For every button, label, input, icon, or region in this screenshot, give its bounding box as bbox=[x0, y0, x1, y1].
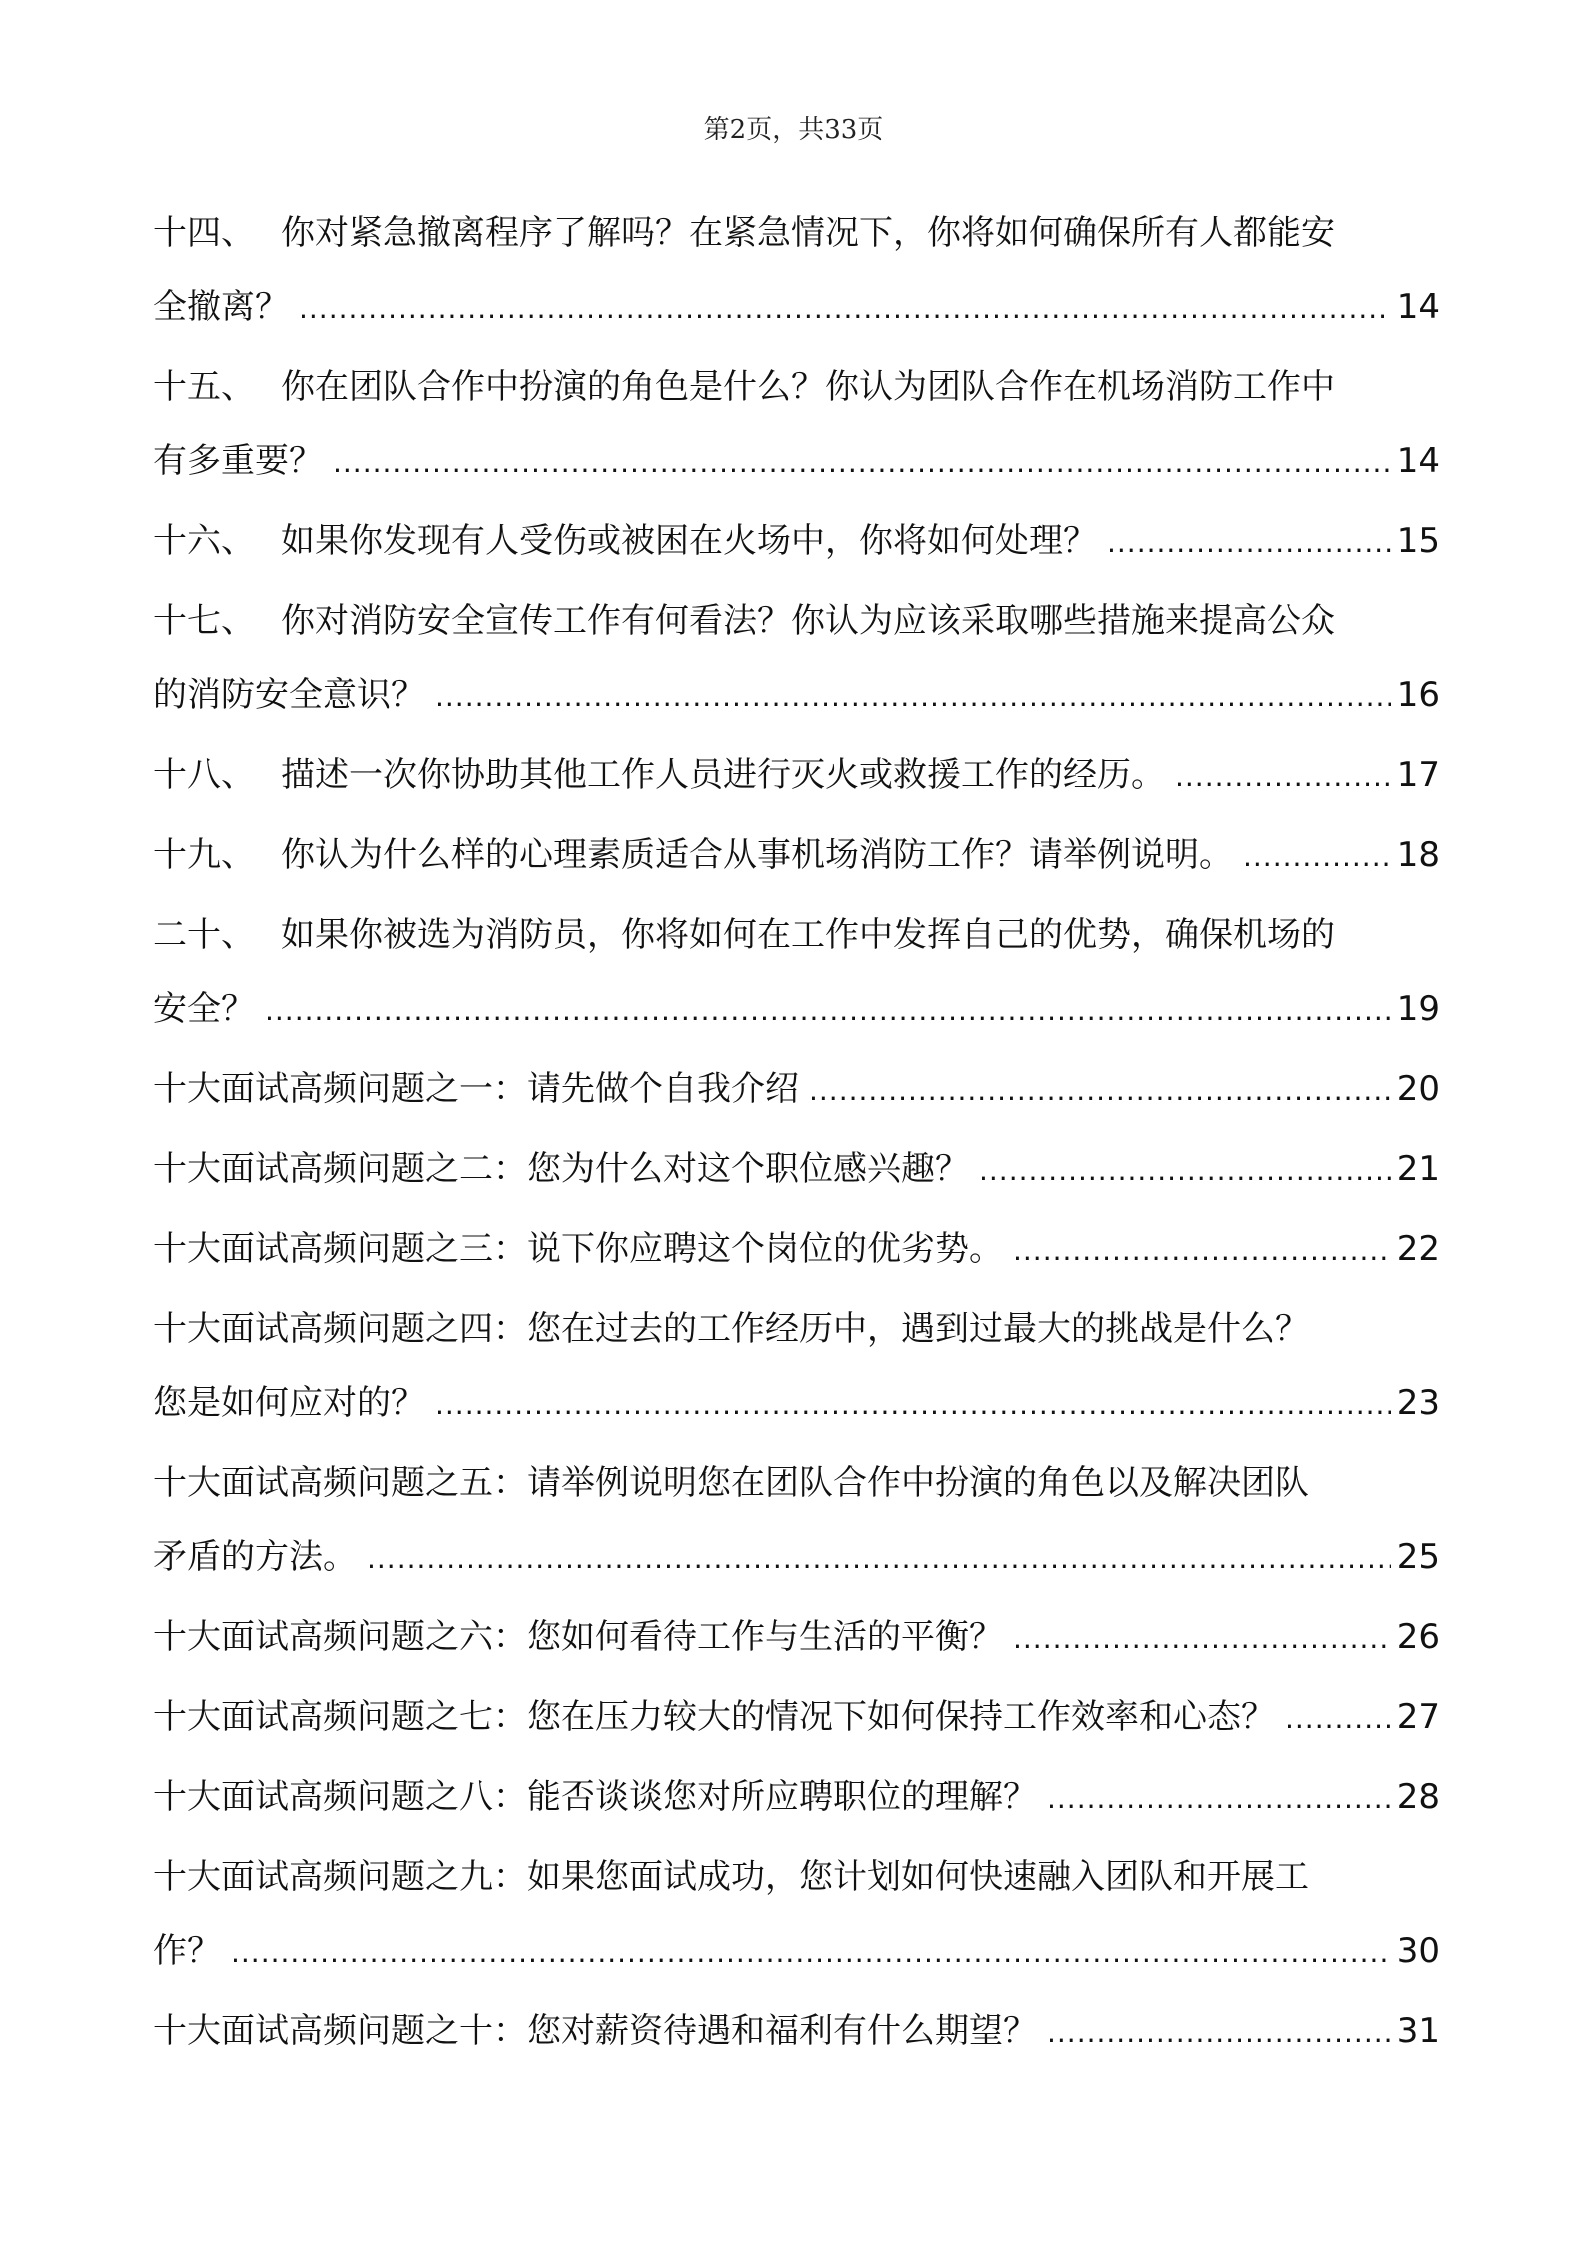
toc-entry-page: 19 bbox=[1396, 989, 1440, 1029]
toc-entry-title: 描述一次你协助其他工作人员进行灭火或救援工作的经历。 bbox=[281, 755, 1165, 795]
toc-entry-title: 你对紧急撤离程序了解吗？在紧急情况下，你将如何确保所有人都能安 bbox=[281, 213, 1335, 253]
toc-entry[interactable] bbox=[153, 738, 1440, 814]
toc-entry-title-continued: 矛盾的方法。 bbox=[153, 1537, 357, 1577]
toc-entry[interactable] bbox=[153, 1760, 1440, 1836]
toc-entry-number: 十五、 bbox=[153, 367, 255, 407]
toc-entry-page: 15 bbox=[1396, 521, 1440, 561]
toc-entry[interactable] bbox=[153, 1680, 1440, 1756]
toc-entry-number: 十八、 bbox=[153, 755, 255, 795]
toc-entry-title: 十大面试高频问题之七：您在压力较大的情况下如何保持工作效率和心态？ bbox=[153, 1697, 1275, 1737]
toc-entry[interactable] bbox=[153, 350, 1440, 500]
dot-leader bbox=[435, 660, 1391, 734]
toc-entry-title-continued: 全撤离？ bbox=[153, 287, 289, 327]
toc-entry-title: 你对消防安全宣传工作有何看法？你认为应该采取哪些措施来提高公众 bbox=[281, 601, 1335, 641]
dot-leader bbox=[1013, 1602, 1391, 1676]
toc-entry-number: 十六、 bbox=[153, 521, 255, 561]
toc-entry-page: 28 bbox=[1396, 1777, 1440, 1817]
toc-entry[interactable] bbox=[153, 1840, 1440, 1990]
page-header bbox=[0, 112, 1587, 148]
toc-entry-title: 如果你被选为消防员，你将如何在工作中发挥自己的优势，确保机场的 bbox=[281, 915, 1335, 955]
toc-entry-page: 16 bbox=[1396, 675, 1440, 715]
toc-entry-title: 十大面试高频问题之三：说下你应聘这个岗位的优劣势。 bbox=[153, 1229, 1003, 1269]
dot-leader bbox=[979, 1134, 1391, 1208]
toc-entry[interactable] bbox=[153, 196, 1440, 346]
toc-entry[interactable] bbox=[153, 898, 1440, 1048]
toc-entry-title: 十大面试高频问题之二：您为什么对这个职位感兴趣？ bbox=[153, 1149, 969, 1189]
table-of-contents bbox=[153, 196, 1440, 2074]
toc-entry-title: 十大面试高频问题之八：能否谈谈您对所应聘职位的理解？ bbox=[153, 1777, 1037, 1817]
toc-entry[interactable] bbox=[153, 1600, 1440, 1676]
dot-leader bbox=[265, 974, 1391, 1048]
toc-entry-page: 31 bbox=[1396, 2011, 1440, 2051]
toc-entry-number: 十四、 bbox=[153, 213, 255, 253]
dot-leader bbox=[333, 426, 1391, 500]
toc-entry-page: 27 bbox=[1396, 1697, 1440, 1737]
toc-entry-title: 你在团队合作中扮演的角色是什么？你认为团队合作在机场消防工作中 bbox=[281, 367, 1335, 407]
toc-entry[interactable] bbox=[153, 504, 1440, 580]
dot-leader bbox=[809, 1054, 1391, 1128]
toc-entry[interactable] bbox=[153, 1132, 1440, 1208]
toc-entry[interactable] bbox=[153, 818, 1440, 894]
toc-entry-page: 20 bbox=[1396, 1069, 1440, 1109]
toc-entry-title-continued: 有多重要？ bbox=[153, 441, 323, 481]
toc-entry[interactable] bbox=[153, 584, 1440, 734]
dot-leader bbox=[1047, 1762, 1391, 1836]
dot-leader bbox=[1013, 1214, 1391, 1288]
toc-entry-page: 17 bbox=[1396, 755, 1440, 795]
toc-entry-title: 十大面试高频问题之四：您在过去的工作经历中，遇到过最大的挑战是什么？ bbox=[153, 1309, 1309, 1349]
toc-entry-title-continued: 安全？ bbox=[153, 989, 255, 1029]
toc-entry-title-continued: 作？ bbox=[153, 1931, 221, 1971]
toc-entry-number: 十九、 bbox=[153, 835, 255, 875]
dot-leader bbox=[1047, 1996, 1391, 2070]
toc-entry-page: 26 bbox=[1396, 1617, 1440, 1657]
toc-entry-number: 二十、 bbox=[153, 915, 255, 955]
toc-entry-title: 如果你发现有人受伤或被困在火场中，你将如何处理？ bbox=[281, 521, 1097, 561]
toc-entry-page: 18 bbox=[1396, 835, 1440, 875]
toc-entry-title: 十大面试高频问题之一：请先做个自我介绍 bbox=[153, 1069, 799, 1109]
toc-entry-title-continued: 您是如何应对的？ bbox=[153, 1383, 425, 1423]
toc-entry-page: 14 bbox=[1396, 441, 1440, 481]
dot-leader bbox=[231, 1916, 1391, 1990]
dot-leader bbox=[435, 1368, 1391, 1442]
toc-entry-page: 14 bbox=[1396, 287, 1440, 327]
dot-leader bbox=[1285, 1682, 1391, 1756]
dot-leader bbox=[367, 1522, 1391, 1596]
toc-entry-page: 30 bbox=[1396, 1931, 1440, 1971]
toc-entry-number: 十七、 bbox=[153, 601, 255, 641]
page-number-label: 第2页，共33页 bbox=[703, 115, 884, 145]
dot-leader bbox=[1107, 506, 1391, 580]
toc-entry[interactable] bbox=[153, 1292, 1440, 1442]
toc-entry-title: 十大面试高频问题之十：您对薪资待遇和福利有什么期望？ bbox=[153, 2011, 1037, 2051]
toc-entry-page: 22 bbox=[1396, 1229, 1440, 1269]
toc-entry-title-continued: 的消防安全意识？ bbox=[153, 675, 425, 715]
toc-entry-title: 你认为什么样的心理素质适合从事机场消防工作？请举例说明。 bbox=[281, 835, 1233, 875]
toc-entry-title: 十大面试高频问题之五：请举例说明您在团队合作中扮演的角色以及解决团队 bbox=[153, 1463, 1309, 1503]
toc-entry-page: 25 bbox=[1396, 1537, 1440, 1577]
toc-entry[interactable] bbox=[153, 1994, 1440, 2070]
dot-leader bbox=[1175, 740, 1391, 814]
toc-entry-title: 十大面试高频问题之九：如果您面试成功，您计划如何快速融入团队和开展工 bbox=[153, 1857, 1309, 1897]
toc-entry[interactable] bbox=[153, 1212, 1440, 1288]
toc-entry-title: 十大面试高频问题之六：您如何看待工作与生活的平衡？ bbox=[153, 1617, 1003, 1657]
dot-leader bbox=[299, 272, 1391, 346]
dot-leader bbox=[1243, 820, 1391, 894]
toc-entry[interactable] bbox=[153, 1446, 1440, 1596]
toc-entry-page: 21 bbox=[1396, 1149, 1440, 1189]
toc-entry[interactable] bbox=[153, 1052, 1440, 1128]
toc-entry-page: 23 bbox=[1396, 1383, 1440, 1423]
